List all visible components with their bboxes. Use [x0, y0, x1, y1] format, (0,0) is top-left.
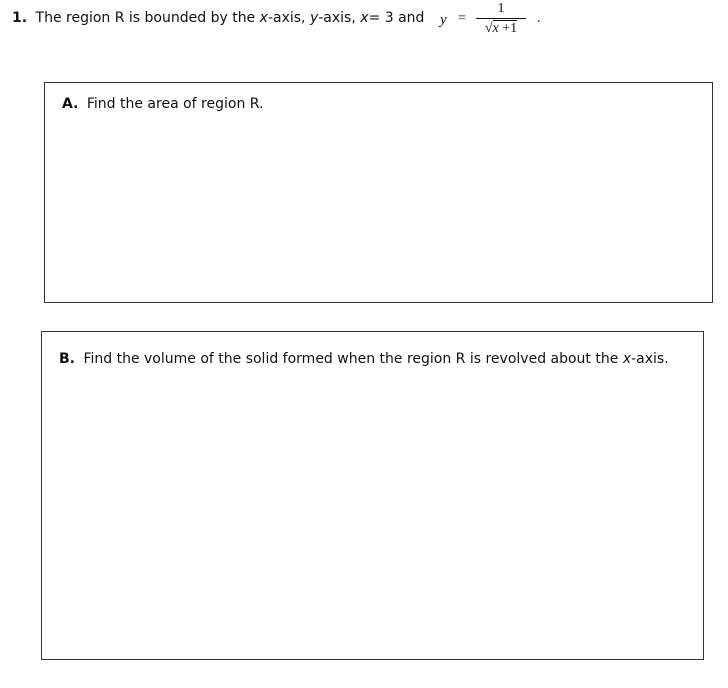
part-b-var-x: x — [622, 351, 632, 367]
text-x-axis: -axis, — [267, 10, 306, 26]
formula-equals: = — [458, 11, 466, 26]
question-statement — [12, 8, 424, 28]
formula-fraction — [476, 0, 526, 38]
answer-box-b[interactable] — [41, 331, 704, 660]
part-a-letter: A. — [62, 96, 79, 112]
formula-radicand — [493, 20, 518, 36]
question-number: 1. — [12, 10, 28, 26]
radicand-variable: x — [492, 21, 499, 36]
part-b-text: Find the volume of the solid formed when the region R is revolved about the — [83, 351, 619, 367]
text-x-eq-and: = 3 and — [368, 10, 425, 26]
answer-box-a[interactable] — [44, 82, 713, 303]
part-b-prompt — [59, 349, 669, 369]
question-text-prefix: The region R is bounded by the — [35, 10, 256, 26]
var-x-equals: x — [360, 10, 369, 26]
part-a-prompt — [62, 94, 263, 114]
text-y-axis: -axis, — [318, 10, 356, 26]
formula-lhs: y — [440, 12, 447, 28]
formula-denominator — [476, 20, 526, 38]
formula-period: . — [537, 11, 541, 26]
radicand-plus-one: +1 — [502, 21, 518, 36]
fraction-bar — [476, 18, 526, 19]
var-y: y — [309, 10, 319, 26]
sqrt-icon: √ — [484, 21, 493, 36]
part-a-text: Find the area of region R. — [86, 96, 264, 112]
part-b-text-suffix: -axis. — [631, 351, 669, 367]
var-x: x — [259, 10, 268, 26]
formula-numerator: 1 — [497, 1, 505, 16]
part-b-letter: B. — [59, 351, 75, 367]
